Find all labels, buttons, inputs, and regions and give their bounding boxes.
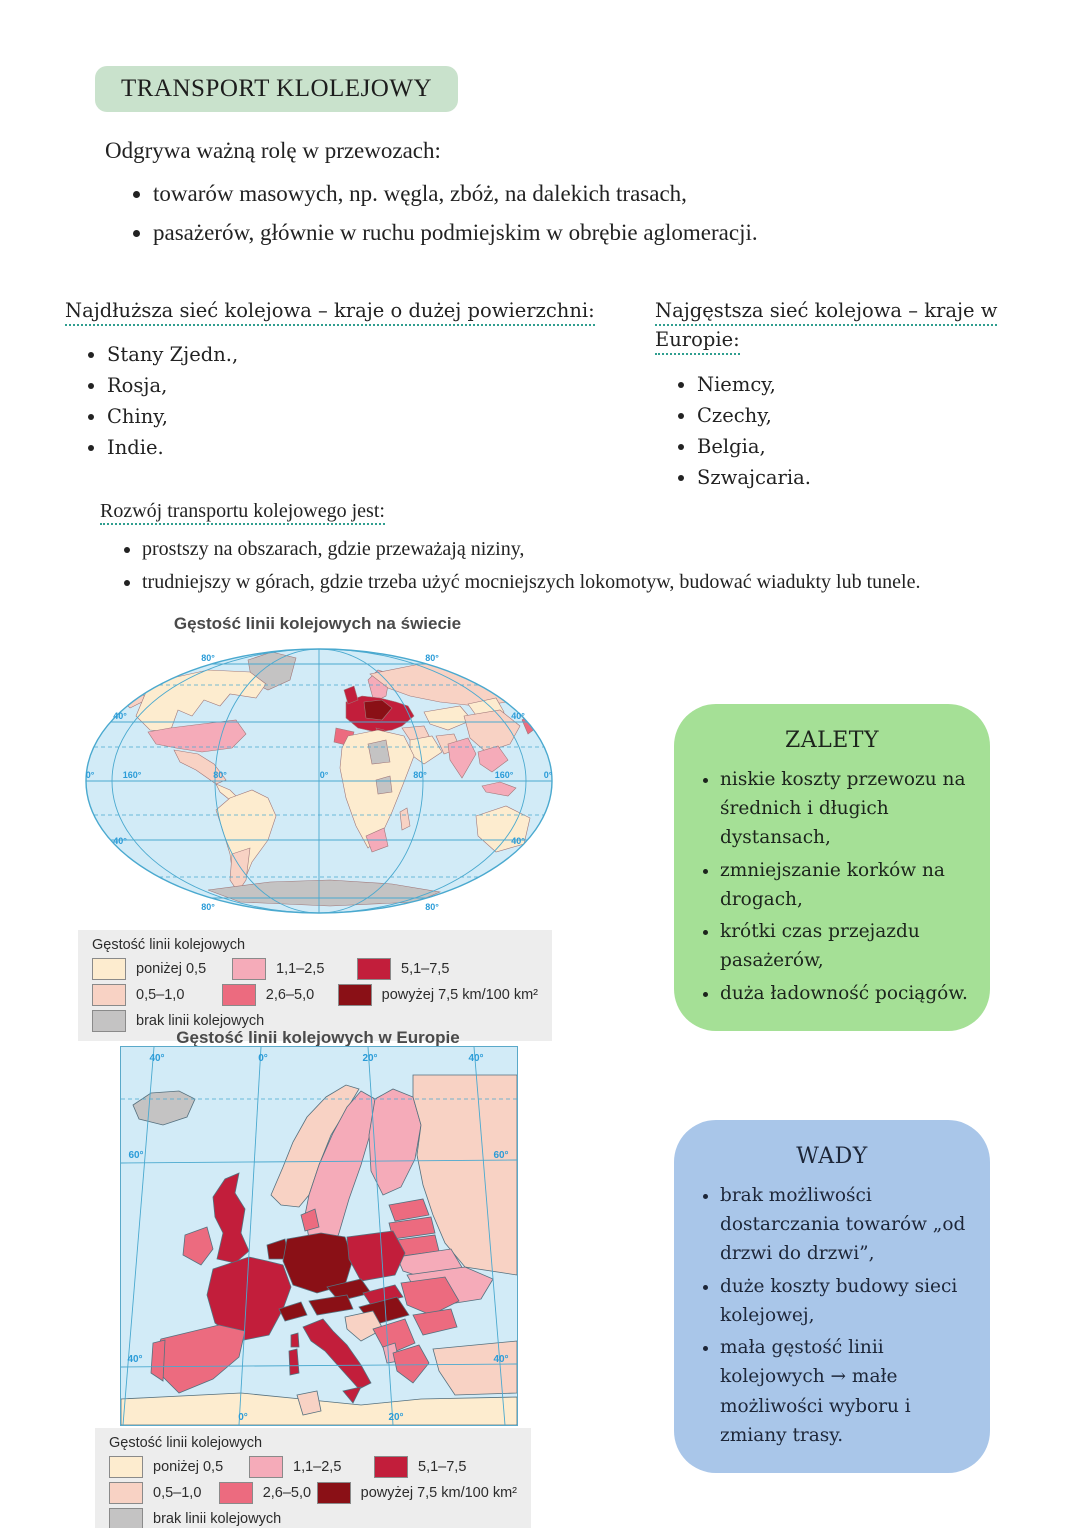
grid-label: 40° (113, 711, 127, 721)
advantages-list (696, 765, 968, 1008)
legend-swatch (109, 1482, 143, 1504)
legend-swatch (219, 1482, 253, 1504)
grid-label: 40° (511, 836, 525, 846)
list-item: • brak możliwości dostarczania towarów „od drzwi do drzwi”, (720, 1181, 968, 1269)
list-item: • Niemcy, (697, 369, 1055, 400)
legend-swatch (317, 1482, 351, 1504)
country-list (65, 339, 610, 463)
development-section (100, 500, 1060, 599)
europe-map (120, 1046, 518, 1426)
europe-map-legend (95, 1428, 531, 1528)
grid-label: 60° (493, 1150, 509, 1161)
legend-swatch (374, 1456, 408, 1478)
legend-swatch (357, 958, 391, 980)
list-item: • Indie. (107, 432, 610, 463)
legend-label: powyżej 7,5 km/100 km² (360, 1485, 517, 1501)
intro-lead: Odgrywa ważną rolę w przewozach: (105, 138, 441, 163)
grid-label: 40° (468, 1053, 484, 1064)
grid-label: 40° (127, 1354, 143, 1365)
legend-label: 0,5–1,0 (153, 1485, 202, 1501)
list-item: • pasażerów, głównie w ruchu podmiejskim w obrębie aglomeracji. (153, 213, 945, 252)
grid-label: 0° (258, 1053, 268, 1064)
grid-label: 20° (362, 1053, 378, 1064)
list-item: • trudniejszy w górach, gdzie trzeba użyć mocniejszych lokomotyw, budować wiadukty lub tunele. (142, 566, 1060, 599)
densest-network-column (655, 296, 1055, 493)
legend-label: poniżej 0,5 (136, 961, 207, 977)
legend-label: 2,6–5,0 (265, 987, 315, 1003)
development-list (100, 533, 1060, 599)
legend-swatch (222, 984, 256, 1006)
legend-label: powyżej 7,5 km/100 km² (381, 987, 538, 1003)
list-item: • Belgia, (697, 431, 1055, 462)
grid-label: 80° (201, 653, 215, 663)
world-map (80, 640, 558, 926)
grid-label: 80° (413, 770, 427, 780)
europe-countries (121, 1075, 517, 1425)
legend-label: poniżej 0,5 (153, 1459, 224, 1475)
list-item: • zmniejszanie korków na drogach, (720, 856, 968, 914)
legend-label: 5,1–7,5 (401, 961, 450, 977)
grid-label: 0° (85, 770, 95, 780)
development-heading: Rozwój transportu kolejowego jest: (100, 500, 385, 525)
disadvantages-title: WADY (796, 1144, 868, 1169)
grid-label: 80° (425, 653, 439, 663)
column-heading: Najgęstsza sieć kolejowa – kraje w Europie: (655, 299, 997, 355)
list-item: • duża ładowność pociągów. (720, 979, 968, 1008)
grid-label: 80° (425, 902, 439, 912)
list-item: • prostszy na obszarach, gdzie przeważają niziny, (142, 533, 1060, 566)
legend-swatch (232, 958, 266, 980)
grid-label: 0° (543, 770, 553, 780)
grid-label: 80° (201, 902, 215, 912)
legend-title: Gęstość linii kolejowych (109, 1435, 263, 1451)
world-map-legend (78, 930, 552, 1041)
list-item: • Stany Zjedn., (107, 339, 610, 370)
legend-label: 2,6–5,0 (262, 1485, 312, 1501)
grid-label: 80° (213, 770, 227, 780)
world-map-title: Gęstość linii kolejowych na świecie (173, 614, 462, 633)
legend-label: brak linii kolejowych (136, 1013, 265, 1029)
list-item: • krótki czas przejazdu pasażerów, (720, 917, 968, 975)
grid-label: 20° (388, 1412, 404, 1423)
advantages-title: ZALETY (784, 728, 880, 753)
country-list (655, 369, 1055, 493)
legend-swatch (109, 1456, 143, 1478)
list-item: • Szwajcaria. (697, 462, 1055, 493)
europe-map-title: Gęstość linii kolejowych w Europie (176, 1028, 460, 1047)
list-item: • mała gęstość linii kolejowych → małe możliwości wyboru i zmiany trasy. (720, 1333, 968, 1450)
legend-label: 1,1–2,5 (293, 1459, 342, 1475)
intro-section (105, 138, 945, 252)
list-item: • Chiny, (107, 401, 610, 432)
page-title: TRANSPORT KLOLEJOWY (121, 75, 433, 102)
legend-label: brak linii kolejowych (153, 1511, 282, 1527)
legend-label: 5,1–7,5 (418, 1459, 467, 1475)
list-item: • towarów masowych, np. węgla, zbóż, na dalekich trasach, (153, 174, 945, 213)
grid-label: 0° (238, 1412, 248, 1423)
list-item: • Rosja, (107, 370, 610, 401)
grid-label: 0° (319, 770, 329, 780)
grid-label: 40° (113, 836, 127, 846)
list-item: • Czechy, (697, 400, 1055, 431)
page-title-box (95, 66, 458, 112)
advantages-box (674, 704, 990, 1031)
grid-label: 40° (149, 1053, 165, 1064)
legend-label: 1,1–2,5 (276, 961, 325, 977)
legend-swatch (249, 1456, 283, 1478)
legend-title: Gęstość linii kolejowych (92, 937, 246, 953)
longest-network-column (65, 296, 610, 463)
list-item: • niskie koszty przewozu na średnich i długich dystansach, (720, 765, 968, 853)
intro-list (105, 174, 945, 252)
grid-label: 60° (128, 1150, 144, 1161)
legend-swatch (338, 984, 372, 1006)
legend-swatch (92, 958, 126, 980)
disadvantages-box (674, 1120, 990, 1473)
grid-label: 40° (493, 1354, 509, 1365)
list-item: • duże koszty budowy sieci kolejowej, (720, 1272, 968, 1330)
grid-label: 160° (122, 770, 142, 780)
disadvantages-list (696, 1181, 968, 1450)
legend-swatch (109, 1508, 143, 1528)
grid-label: 40° (511, 711, 525, 721)
legend-swatch (92, 984, 126, 1006)
grid-label: 160° (494, 770, 514, 780)
legend-label: 0,5–1,0 (136, 987, 185, 1003)
column-heading: Najdłuższa sieć kolejowa – kraje o dużej powierzchni: (65, 299, 595, 326)
